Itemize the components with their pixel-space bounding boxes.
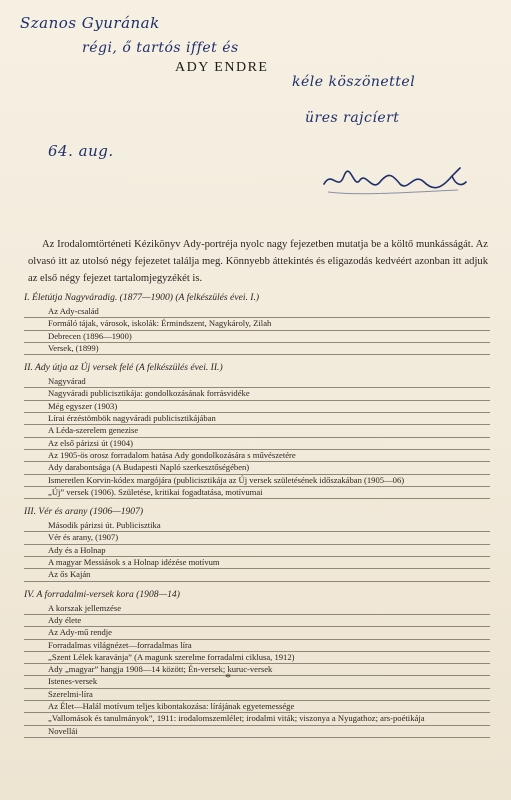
toc-section-heading: I. Életútja Nagyváradig. (1877—1900) (A felkészülés évei. I.) bbox=[24, 292, 260, 303]
handwritten-dedication-line-1: Szanos Gyurának bbox=[20, 14, 160, 32]
toc-item: Az ős Kaján bbox=[24, 569, 490, 581]
toc-item: „Szent Lélek karavánja” (A magunk szerelme forradalmi ciklusa, 1912) bbox=[24, 652, 490, 664]
intro-paragraph: Az Irodalomtörténeti Kézikönyv Ady-portréja nyolc nagy fejezetben mutatja be a költő munkásságát. Az olvasó itt az utolsó négy fejezetet találja meg. Könnyebb áttekintés és eligazodás kedvéért azonban itt adjuk az első négy fejezet tartalomjegyzékét is. bbox=[28, 238, 488, 284]
toc-item: Istenes-versek bbox=[24, 676, 490, 688]
toc-section bbox=[24, 506, 490, 581]
toc-section bbox=[24, 362, 490, 499]
toc-item: Nagyvárad bbox=[24, 376, 490, 388]
toc-item: Formáló tájak, városok, iskolák: Érmindszent, Nagykároly, Zilah bbox=[24, 318, 490, 330]
toc-item: A magyar Messiások s a Holnap idézése motívum bbox=[24, 557, 490, 569]
toc-item: Nagyváradi publicisztikája: gondolkozásának forrásvidéke bbox=[24, 388, 490, 400]
toc-item: A Léda-szerelem genezise bbox=[24, 425, 490, 437]
toc-section bbox=[24, 589, 490, 738]
toc-section bbox=[24, 292, 490, 355]
toc-item: Ismeretlen Korvin-kódex margójára (publicisztikája az Új versek születésének időszakában (1905—06) bbox=[24, 475, 490, 487]
handwritten-dedication-line-4: üres rajcíert bbox=[305, 110, 400, 126]
toc-section-heading: IV. A forradalmi-versek kora (1908—14) bbox=[24, 588, 180, 600]
handwritten-signature bbox=[320, 162, 470, 202]
page-title: ADY ENDRE bbox=[175, 60, 269, 75]
toc-item: Ady „magyar” hangja 1908—14 között; Én-versek; kuruc-versek bbox=[24, 664, 490, 676]
handwritten-date: 64. aug. bbox=[48, 142, 114, 160]
toc-item: Ady darabontsága (A Budapesti Napló szerkesztőségében) bbox=[24, 462, 490, 474]
toc-item: Az 1905-ös orosz forradalom hatása Ady gondolkozására s művészetére bbox=[24, 450, 490, 462]
toc-item: Ady és a Holnap bbox=[24, 545, 490, 557]
table-of-contents bbox=[24, 292, 490, 745]
toc-item: Az első párizsi út (1904) bbox=[24, 438, 490, 450]
toc-item: Lírai érzéstömbök nagyváradi publicisztikájában bbox=[24, 413, 490, 425]
toc-item: „Vallomások és tanulmányok”, 1911: irodalomszemlélet; irodalmi viták; viszonya a Nyugathoz; ars-poétikája bbox=[24, 713, 490, 725]
toc-item: Még egyszer (1903) bbox=[24, 401, 490, 413]
toc-item: Ady élete bbox=[24, 615, 490, 627]
toc-item: Debrecen (1896—1900) bbox=[24, 331, 490, 343]
toc-item: Második párizsi út. Publicisztika bbox=[24, 520, 490, 532]
toc-item: Forradalmas világnézet—forradalmas líra bbox=[24, 640, 490, 652]
toc-item: A korszak jellemzése bbox=[24, 603, 490, 615]
toc-item: Vér és arany, (1907) bbox=[24, 532, 490, 544]
toc-item: „Új” versek (1906). Születése, kritikai fogadtatása, motívumai bbox=[24, 487, 490, 499]
handwritten-dedication-line-3: kéle köszönettel bbox=[292, 74, 416, 90]
toc-item: Az Ady-mű rendje bbox=[24, 627, 490, 639]
toc-item: Novellái bbox=[24, 726, 490, 738]
toc-section-heading: II. Ady útja az Új versek felé (A felkészülés évei. II.) bbox=[24, 362, 223, 374]
handwritten-dedication-line-2: régi, ő tartós iffet és bbox=[82, 40, 239, 56]
toc-item: Az Ady-család bbox=[24, 306, 490, 318]
toc-item: Az Élet—Halál motívum teljes kibontakozása: lírájának egyetemessége bbox=[24, 701, 490, 713]
toc-item: Versek, (1899) bbox=[24, 343, 490, 355]
toc-section-heading: III. Vér és arany (1906—1907) bbox=[24, 506, 144, 518]
ornament-asterisk: * bbox=[225, 670, 231, 684]
toc-item: Szerelmi-líra bbox=[24, 689, 490, 701]
